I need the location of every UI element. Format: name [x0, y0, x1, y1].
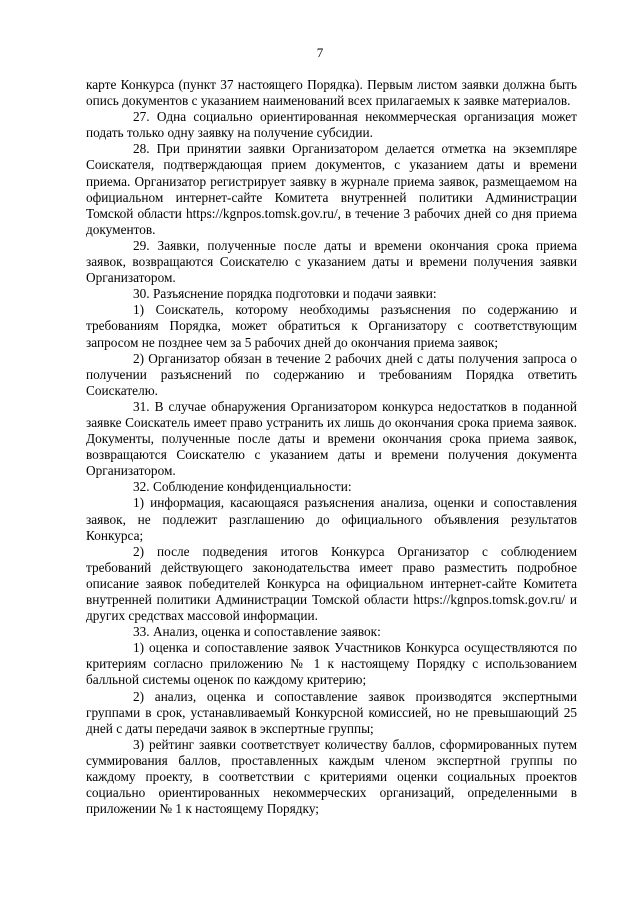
paragraph: 29. Заявки, полученные после даты и времени окончания срока приема заявок, возвращаются Соискателю с указанием даты и времени получения заявки Организатором. [86, 237, 577, 286]
page-number: 7 [316, 45, 324, 60]
document-body [86, 77, 577, 817]
paragraph: 30. Разъяснение порядка подготовки и подачи заявки: [133, 286, 437, 302]
paragraph: 2) Организатор обязан в течение 2 рабочих дней с даты получения запроса о получении разъяснений по содержанию и требованиям Порядка ответить Соискателю. [86, 350, 577, 398]
paragraph: 27. Одна социально ориентированная некоммерческая организация может подать только одну заявку на получение субсидии. [86, 109, 577, 141]
paragraph: 31. В случае обнаружения Организатором конкурса недостатков в поданной заявке Соискатель имеет право устранить их лишь до окончания срока приема заявок. Документы, полученные после даты и времени окончания срока приема заявок, возвращаются Соискателю с указанием даты и времени получения документа Организатором. [86, 398, 577, 479]
paragraph: 2) анализ, оценка и сопоставление заявок производятся экспертными группами в срок, устанавливаемый Конкурсной комиссией, но не превышающий 25 дней с даты передачи заявок в экспертные группы; [86, 688, 577, 736]
paragraph: 33. Анализ, оценка и сопоставление заявок: [133, 624, 381, 640]
paragraph: 1) информация, касающаяся разъяснения анализа, оценки и сопоставления заявок, не подлежит разглашению до официального объявления результатов Конкурса; [86, 495, 577, 543]
paragraph: 3) рейтинг заявки соответствует количеству баллов, сформированных путем суммирования баллов, проставленных каждым членом экспертной группы по каждому проекту, в соответствии с критериями оценки социальных проектов социально ориентированных некоммерческих организаций, определенными в приложении № 1 к настоящему Порядку; [86, 736, 577, 817]
paragraph: 2) после подведения итогов Конкурса Организатор с соблюдением требований действующего законодательства имеет право разместить подробное описание заявок победителей Конкурса на официальном интернет-сайте Комитета внутренней политики Администрации Томской области https://kgnpos.tomsk.gov.ru/ и других средствах массовой информации. [86, 543, 577, 624]
paragraph: 32. Соблюдение конфиденциальности: [133, 479, 352, 495]
paragraph: 1) Соискатель, которому необходимы разъяснения по содержанию и требованиям Порядка, может обратиться к Организатору с соответствующим запросом не позднее чем за 5 рабочих дней до окончания приема заявок; [86, 302, 577, 350]
paragraph: 1) оценка и сопоставление заявок Участников Конкурса осуществляются по критериям согласно приложению № 1 к настоящему Порядку с использованием балльной системы оценок по каждому критерию; [86, 640, 577, 688]
paragraph: 28. При принятии заявки Организатором делается отметка на экземпляре Соискателя, подтверждающая прием документов, с указанием даты и времени приема. Организатор регистрирует заявку в журнале приема заявок, размещаемом на официальном интернет-сайте Комитета внутренней политики Администрации Томской области https://kgnpos.tomsk.gov.ru/, в течение 3 рабочих дней со дня приема документов. [86, 141, 577, 237]
paragraph: карте Конкурса (пункт 37 настоящего Порядка). Первым листом заявки должна быть опись документов с указанием наименований всех прилагаемых к заявке материалов. [86, 77, 577, 109]
